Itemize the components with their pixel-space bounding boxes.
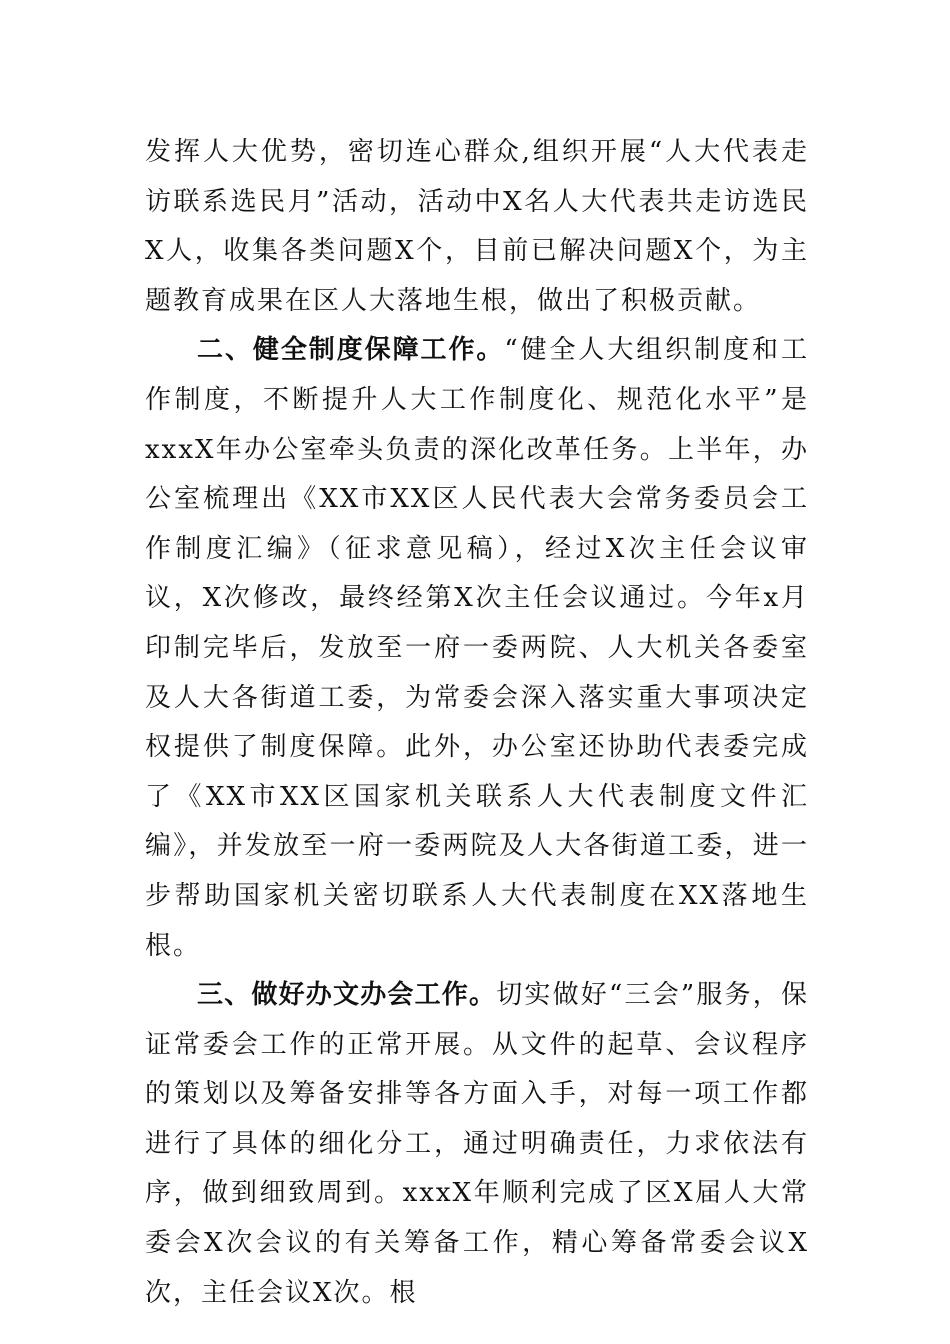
paragraph-1: [145, 128, 809, 326]
document-body: [145, 128, 809, 1318]
section-heading-2: 二、健全制度保障工作。: [197, 335, 505, 366]
section-heading-3: 三、做好办文办会工作。: [197, 980, 497, 1011]
paragraph-3-text: 切实做好“三会”服务，保证常委会工作的正常开展。从文件的起草、会议程序的策划以及筹备安排等各方面入手，对每一项工作都进行了具体的细化分工，通过明确责任，力求依法有序，做到细致周到。xxxX年顺利完成了区X届人大常委会X次会议的有关筹备工作，精心筹备常委会议X次，主任会议X次。根: [145, 980, 809, 1308]
paragraph-1-text: 发挥人大优势，密切连心群众,组织开展“人大代表走访联系选民月”活动，活动中X名人大代表共走访选民X人，收集各类问题X个，目前已解决问题X个，为主题教育成果在区人大落地生根，做出了积极贡献。: [145, 137, 809, 316]
paragraph-3: [145, 971, 809, 1318]
paragraph-2: [145, 326, 809, 971]
paragraph-2-text: “健全人大组织制度和工作制度，不断提升人大工作制度化、规范化水平”是xxxX年办公室牵头负责的深化改革任务。上半年，办公室梳理出《XX市XX区人民代表大会常务委员会工作制度汇编》（征求意见稿），经过X次主任会议审议，X次修改，最终经第X次主任会议通过。今年x月印制完毕后，发放至一府一委两院、人大机关各委室及人大各街道工委，为常委会深入落实重大事项决定权提供了制度保障。此外，办公室还协助代表委完成了《XX市XX区国家机关联系人大代表制度文件汇编》，并发放至一府一委两院及人大各街道工委，进一步帮助国家机关密切联系人大代表制度在XX落地生根。: [145, 335, 809, 961]
